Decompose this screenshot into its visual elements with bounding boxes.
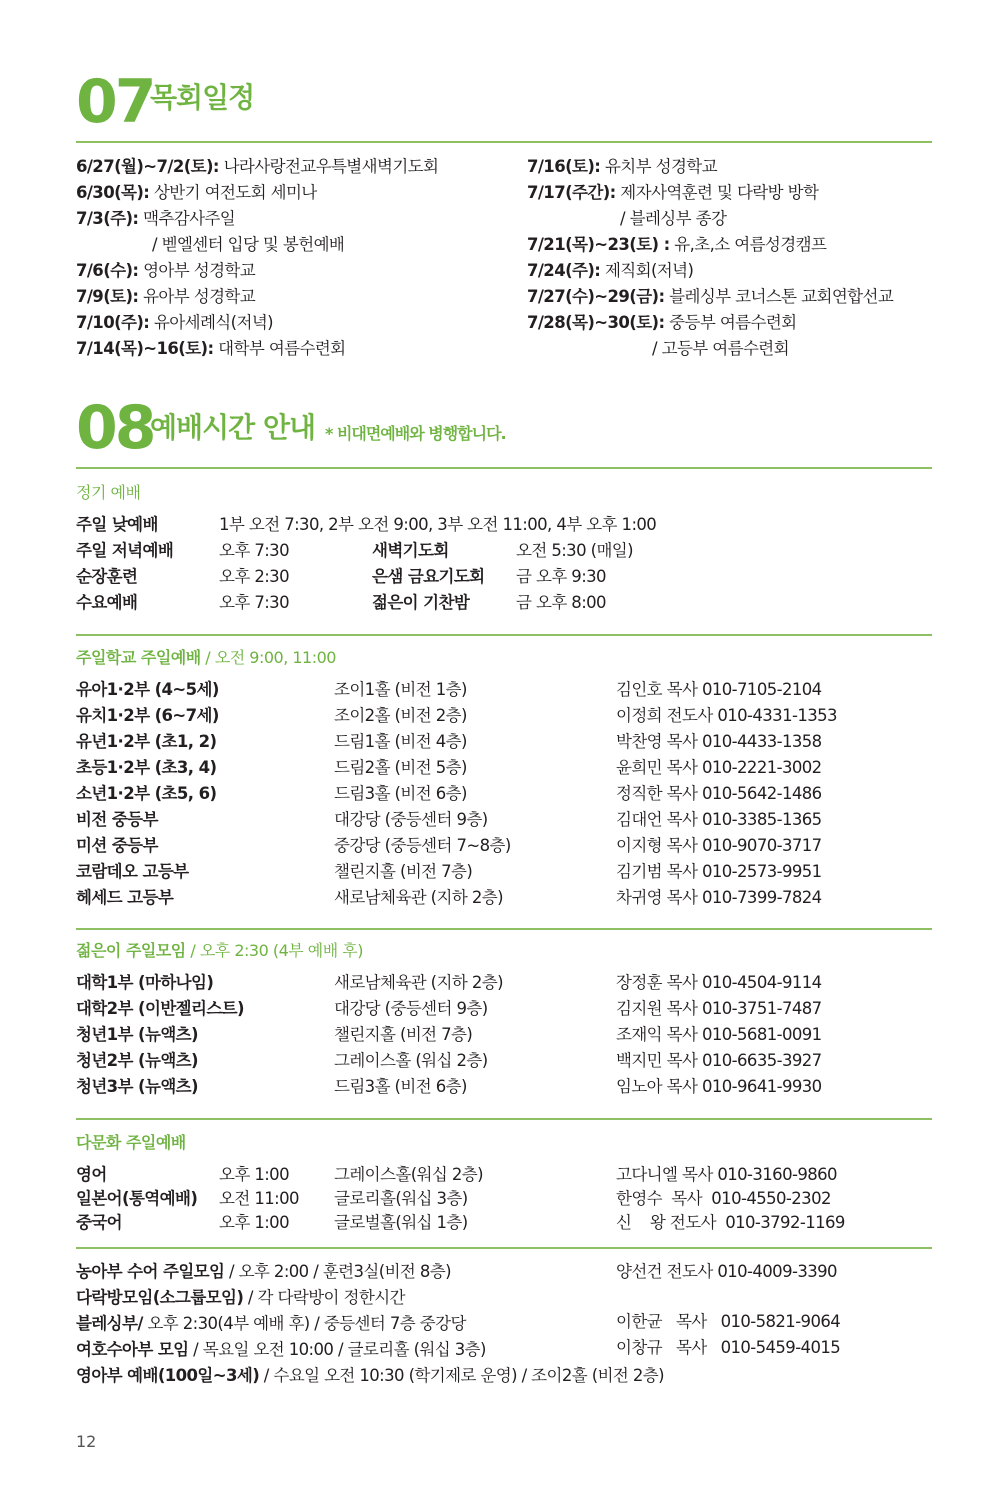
gathering-contact: 이창규 목사 010-5459-4015 [616,1338,841,1357]
schedule-item: 7/14(목)~16(토): 대학부 여름수련회 [76,339,346,358]
gathering-item: 영아부 예배(100일~3세) / 수요일 오전 10:30 (학기제로 운영) / 조이2홀 (비전 2층) [76,1366,664,1385]
dept-contact: 조재익 목사 010-5681-0091 [616,1025,822,1044]
service-time: 오후 7:30 [219,541,289,560]
dept-contact: 윤희민 목사 010-2221-3002 [616,758,822,777]
dept-name: 청년1부 (뉴액츠) [76,1025,198,1044]
dept-name: 미션 중등부 [76,836,158,855]
divider [76,141,932,143]
regular-worship-heading: 정기 예배 [76,483,141,502]
divider [76,467,932,469]
schedule-item: 7/27(수)~29(금): 블레싱부 코너스톤 교회연합선교 [527,287,894,306]
dept-name: 비전 중등부 [76,810,158,829]
divider [76,928,932,930]
dept-place: 조이2홀 (비전 2층) [334,706,467,725]
dept-place: 글로리홀(워십 3층) [334,1189,468,1208]
page-number: 12 [76,1432,97,1451]
divider [76,634,932,636]
schedule-item: 7/9(토): 유아부 성경학교 [76,287,256,306]
service-time: 오전 5:30 (매일) [516,541,633,560]
language-name: 중국어 [76,1213,123,1232]
dept-place: 그레이스홀(워십 2층) [334,1165,483,1184]
service-time: 금 오후 8:00 [516,593,606,612]
dept-place: 그레이스홀 (워십 2층) [334,1051,488,1070]
section-title-schedule: 목회일정 [150,81,255,114]
dept-place: 새로남체육관 (지하 2층) [334,888,503,907]
service-name: 은샘 금요기도회 [372,567,485,586]
dept-contact: 신 왕 전도사 010-3792-1169 [616,1213,845,1232]
section-note: * 비대면예배와 병행합니다. [325,424,506,443]
dept-contact: 차귀영 목사 010-7399-7824 [616,888,822,907]
gathering-item: 여호수아부 모임 / 목요일 오전 10:00 / 글로리홀 (워십 3층) [76,1340,486,1359]
dept-name: 대학1부 (마하나임) [76,973,214,992]
schedule-item: 7/17(주간): 제자사역훈련 및 다락방 방학 [527,183,819,202]
dept-contact: 고다니엘 목사 010-3160-9860 [616,1165,837,1184]
dept-contact: 김대언 목사 010-3385-1365 [616,810,822,829]
dept-place: 드림3홀 (비전 6층) [334,784,467,803]
multicultural-heading: 다문화 주일예배 [76,1133,186,1152]
dept-contact: 김기범 목사 010-2573-9951 [616,862,822,881]
gathering-item: 블레싱부/ 오후 2:30(4부 예배 후) / 중등센터 7층 중강당 [76,1314,466,1333]
dept-place: 챌린지홀 (비전 7층) [334,862,473,881]
schedule-item: / 블레싱부 종강 [620,209,727,228]
service-time: 오후 2:30 [219,567,289,586]
service-time: 1부 오전 7:30, 2부 오전 9:00, 3부 오전 11:00, 4부 오후 1:00 [219,515,657,534]
dept-name: 초등1·2부 (초3, 4) [76,758,217,777]
dept-place: 챌린지홀 (비전 7층) [334,1025,473,1044]
dept-place: 중강당 (중등센터 7~8층) [334,836,511,855]
dept-place: 드림1홀 (비전 4층) [334,732,467,751]
schedule-item: 7/3(주): 맥추감사주일 [76,209,236,228]
gathering-contact: 양선건 전도사 010-4009-3390 [616,1262,837,1281]
schedule-item: 7/16(토): 유치부 성경학교 [527,157,717,176]
section-number-08: 08 [76,393,154,463]
schedule-item: 7/10(주): 유아세례식(저녁) [76,313,274,332]
schedule-item: 6/30(목): 상반기 여전도회 세미나 [76,183,317,202]
dept-name: 코람데오 고등부 [76,862,189,881]
schedule-item: 7/24(주): 제직회(저녁) [527,261,694,280]
dept-name: 대학2부 (이반젤리스트) [76,999,244,1018]
dept-place: 글로벌홀(워십 1층) [334,1213,468,1232]
service-name: 수요예배 [76,593,138,612]
gathering-item: 농아부 수어 주일모임 / 오후 2:00 / 훈련3실(비전 8층) [76,1262,451,1281]
section-title-worship: 예배시간 안내 [150,411,316,444]
dept-contact: 이지형 목사 010-9070-3717 [616,836,822,855]
schedule-item: 7/28(목)~30(토): 중등부 여름수련회 [527,313,797,332]
schedule-item: / 벧엘센터 입당 및 봉헌예배 [152,235,345,254]
service-name: 젊은이 기찬밤 [372,593,470,612]
service-time: 오후 1:00 [219,1213,289,1232]
dept-place: 드림3홀 (비전 6층) [334,1077,467,1096]
language-name: 일본어(통역예배) [76,1189,198,1208]
divider [76,1118,932,1120]
dept-contact: 김인호 목사 010-7105-2104 [616,680,822,699]
dept-name: 유치1·2부 (6~7세) [76,706,219,725]
dept-place: 새로남체육관 (지하 2층) [334,973,503,992]
dept-contact: 장정훈 목사 010-4504-9114 [616,973,822,992]
service-name: 순장훈련 [76,567,138,586]
schedule-item: 7/6(수): 영아부 성경학교 [76,261,256,280]
divider [76,1247,932,1249]
service-name: 주일 저녁예배 [76,541,174,560]
sunday-school-heading: 주일학교 주일예배 / 오전 9:00, 11:00 [76,648,336,667]
service-time: 오후 1:00 [219,1165,289,1184]
schedule-item: / 고등부 여름수련회 [652,339,789,358]
service-time: 금 오후 9:30 [516,567,606,586]
dept-name: 청년3부 (뉴액츠) [76,1077,198,1096]
dept-name: 헤세드 고등부 [76,888,174,907]
dept-place: 드림2홀 (비전 5층) [334,758,467,777]
schedule-item: 7/21(목)~23(토) : 유,초,소 여름성경캠프 [527,235,827,254]
language-name: 영어 [76,1165,107,1184]
section-number-07: 07 [76,67,154,137]
youth-heading: 젊은이 주일모임 / 오후 2:30 (4부 예배 후) [76,941,364,960]
dept-contact: 박찬영 목사 010-4433-1358 [616,732,822,751]
dept-contact: 정직한 목사 010-5642-1486 [616,784,822,803]
service-name: 주일 낮예배 [76,515,158,534]
dept-name: 소년1·2부 (초5, 6) [76,784,217,803]
schedule-item: 6/27(월)~7/2(토): 나라사랑전교우특별새벽기도회 [76,157,439,176]
dept-place: 대강당 (중등센터 9층) [334,810,488,829]
dept-place: 대강당 (중등센터 9층) [334,999,488,1018]
dept-contact: 이정희 전도사 010-4331-1353 [616,706,837,725]
dept-contact: 임노아 목사 010-9641-9930 [616,1077,822,1096]
gathering-contact: 이한균 목사 010-5821-9064 [616,1312,841,1331]
service-name: 새벽기도회 [372,541,449,560]
service-time: 오후 7:30 [219,593,289,612]
dept-contact: 백지민 목사 010-6635-3927 [616,1051,822,1070]
service-time: 오전 11:00 [219,1189,299,1208]
dept-name: 청년2부 (뉴액츠) [76,1051,198,1070]
gathering-item: 다락방모임(소그룹모임) / 각 다락방이 정한시간 [76,1288,405,1307]
dept-place: 조이1홀 (비전 1층) [334,680,467,699]
dept-contact: 한영수 목사 010-4550-2302 [616,1189,831,1208]
dept-name: 유년1·2부 (초1, 2) [76,732,217,751]
dept-contact: 김지원 목사 010-3751-7487 [616,999,822,1018]
dept-name: 유아1·2부 (4~5세) [76,680,219,699]
